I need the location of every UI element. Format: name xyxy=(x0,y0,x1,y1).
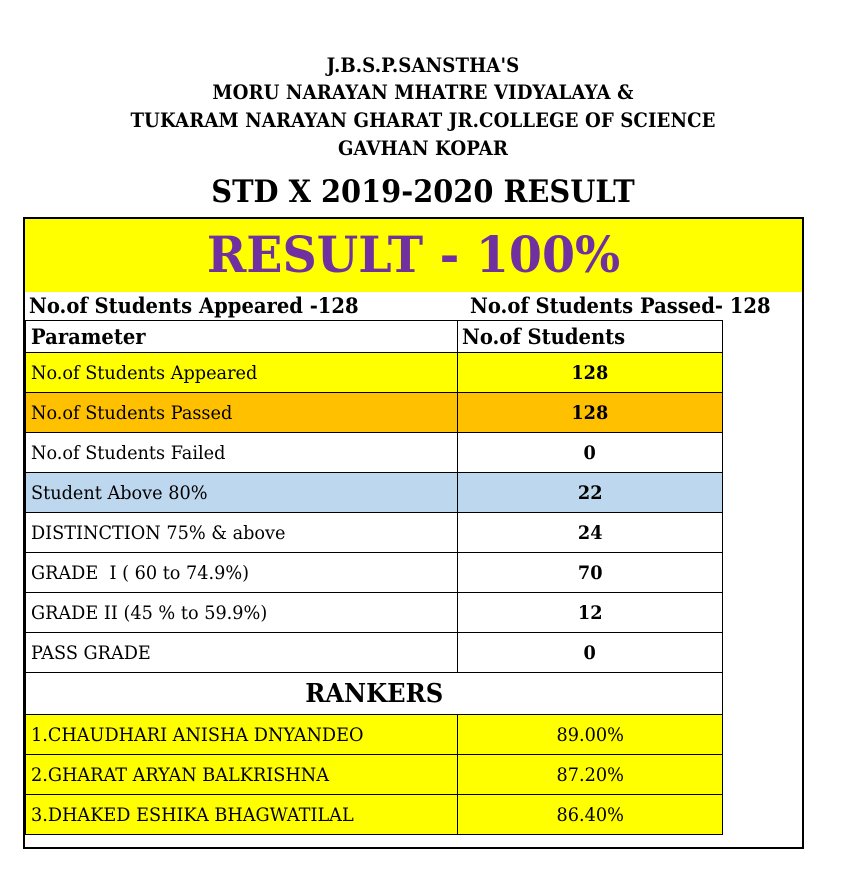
row-label: No.of Students Failed xyxy=(26,433,458,473)
ranker-score: 86.40% xyxy=(458,795,723,835)
row-value: 70 xyxy=(458,553,723,593)
ranker-score: 87.20% xyxy=(458,755,723,795)
table-header-row xyxy=(26,321,723,353)
row-label: GRADE II (45 % to 59.9%) xyxy=(26,593,458,633)
table-row xyxy=(26,393,723,433)
row-value: 24 xyxy=(458,513,723,553)
row-label: Student Above 80% xyxy=(26,473,458,513)
ranker-name: 3.DHAKED ESHIKA BHAGWATILAL xyxy=(26,795,458,835)
column-header-count: No.of Students xyxy=(458,321,723,353)
row-label: DISTINCTION 75% & above xyxy=(26,513,458,553)
column-header-parameter: Parameter xyxy=(26,321,458,353)
ranker-row xyxy=(26,715,723,755)
row-value: 0 xyxy=(458,433,723,473)
table-row xyxy=(26,433,723,473)
summary-passed: No.of Students Passed- 128 xyxy=(470,293,771,318)
table-row xyxy=(26,513,723,553)
row-value: 22 xyxy=(458,473,723,513)
row-label: No.of Students Appeared xyxy=(26,353,458,393)
college-name: TUKARAM NARAYAN GHARAT JR.COLLEGE OF SCIENCE xyxy=(130,109,716,132)
result-table xyxy=(25,320,723,835)
row-label: PASS GRADE xyxy=(26,633,458,673)
row-value: 128 xyxy=(458,353,723,393)
ranker-row xyxy=(26,795,723,835)
rankers-heading: RANKERS xyxy=(26,673,723,715)
ranker-name: 1.CHAUDHARI ANISHA DNYANDEO xyxy=(26,715,458,755)
summary-appeared: No.of Students Appeared -128 xyxy=(29,293,359,318)
ranker-name: 2.GHARAT ARYAN BALKRISHNA xyxy=(26,755,458,795)
table-row xyxy=(26,633,723,673)
table-row xyxy=(26,353,723,393)
rankers-header-row xyxy=(26,673,723,715)
row-value: 12 xyxy=(458,593,723,633)
school-trust-name: J.B.S.P.SANSTHA'S xyxy=(326,54,520,77)
ranker-row xyxy=(26,755,723,795)
result-banner-text: RESULT - 100% xyxy=(206,225,621,284)
table-row xyxy=(26,553,723,593)
row-value: 0 xyxy=(458,633,723,673)
row-label: GRADE I ( 60 to 74.9%) xyxy=(26,553,458,593)
row-label: No.of Students Passed xyxy=(26,393,458,433)
school-name: MORU NARAYAN MHATRE VIDYALAYA & xyxy=(212,81,634,104)
page-title: STD X 2019-2020 RESULT xyxy=(211,174,635,210)
table-row xyxy=(26,473,723,513)
school-location: GAVHAN KOPAR xyxy=(337,137,509,160)
row-value: 128 xyxy=(458,393,723,433)
ranker-score: 89.00% xyxy=(458,715,723,755)
table-row xyxy=(26,593,723,633)
